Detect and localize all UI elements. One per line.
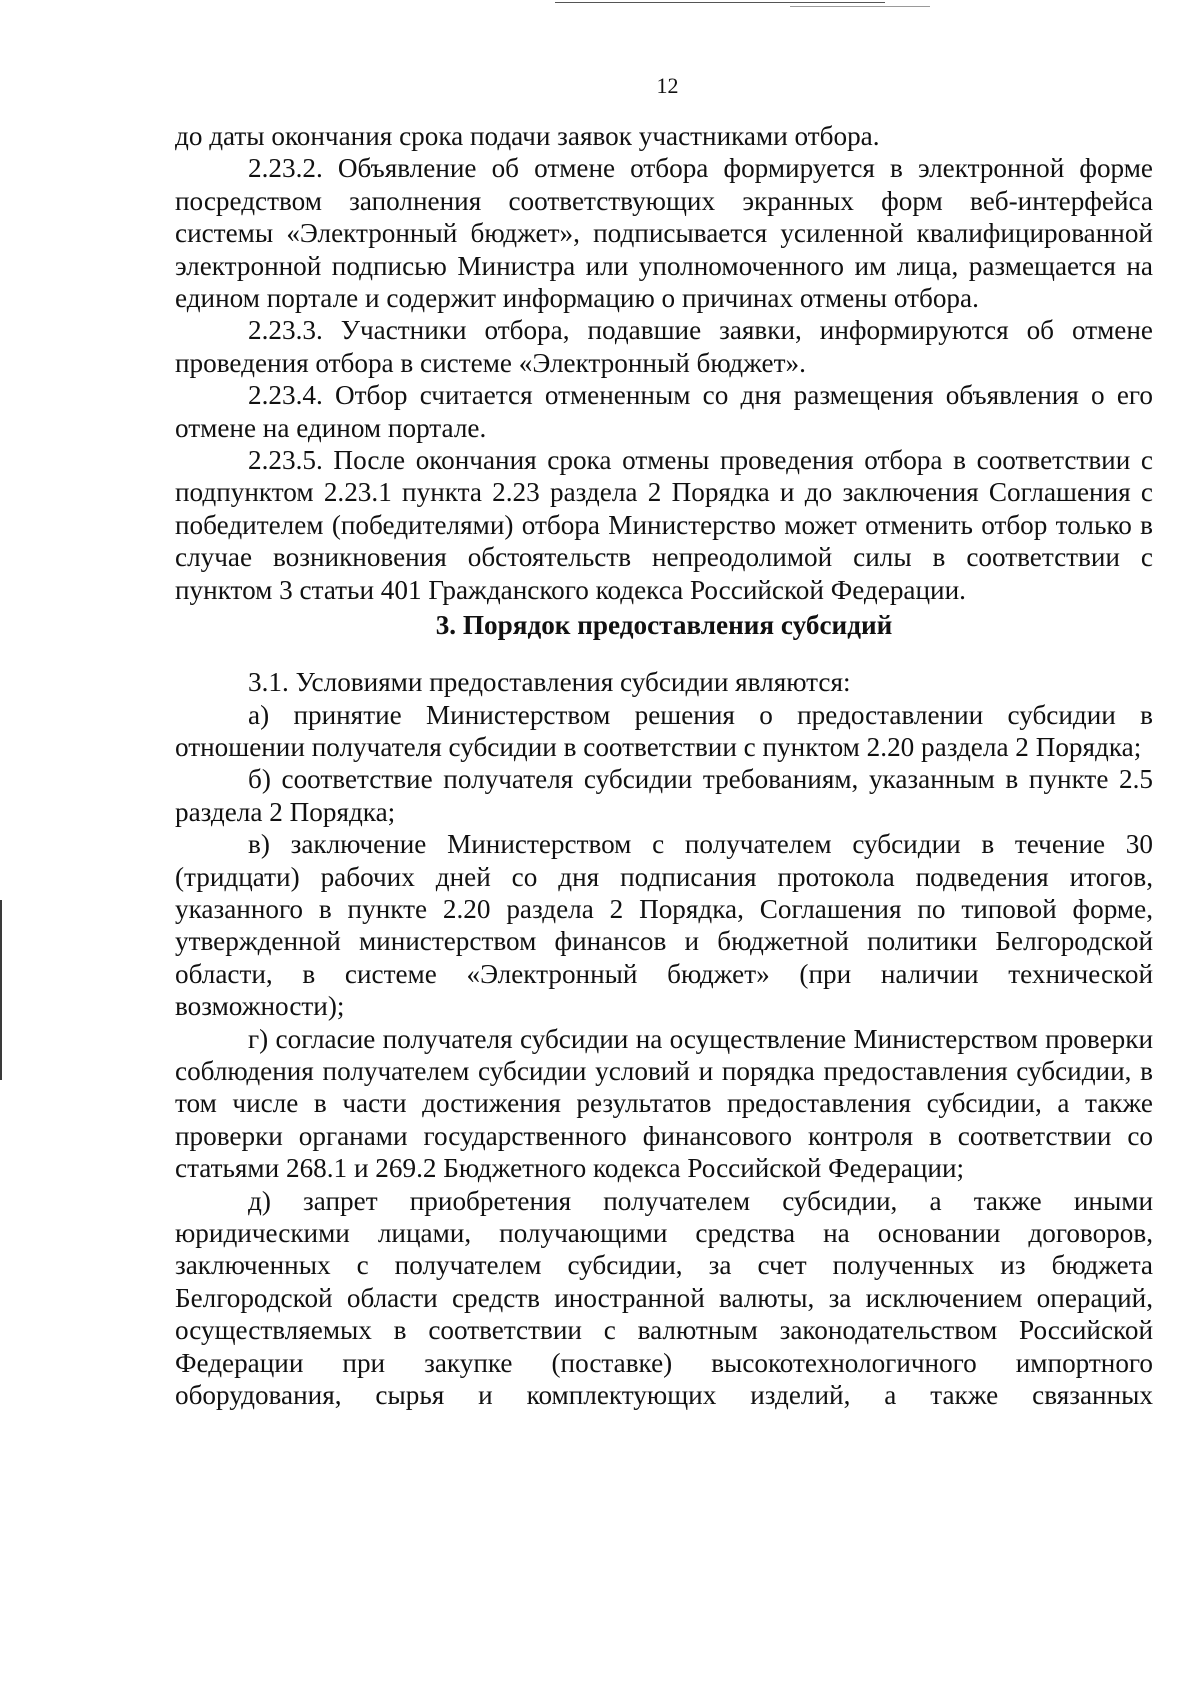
condition-g: г) согласие получателя субсидии на осуществление Министерством проверки соблюдения получателем субсидии условий и порядка предоставления субсидии, в том числе в части достижения результатов предоставления субсидии, а также проверки органами государственного финансового контроля в соответствии со статьями 268.1 и 269.2 Бюджетного кодекса Российской Федерации; — [175, 1023, 1153, 1184]
scan-edge-line — [555, 2, 885, 3]
document-body — [175, 120, 1153, 1411]
condition-a: а) принятие Министерством решения о предоставлении субсидии в отношении получателя субсидии в соответствии с пунктом 2.20 раздела 2 Порядка; — [175, 699, 1153, 762]
paragraph-3-1: 3.1. Условиями предоставления субсидии являются: — [248, 667, 851, 698]
scan-edge-line-secondary — [790, 6, 930, 7]
paragraph-2-23-2: 2.23.2. Объявление об отмене отбора формируется в электронной форме посредством заполнения соответствующих экранных форм веб-интерфейса системы «Электронный бюджет», подписывается усиленной квалифицированной электронной подписью Министра или уполномоченного им лица, размещается на едином портале и содержит информацию о причинах отмены отбора. — [175, 153, 1153, 314]
page-number: 12 — [656, 73, 679, 98]
condition-d: д) запрет приобретения получателем субсидии, а также иными юридическими лицами, получающими средства на основании договоров, заключенных с получателем субсидии, за счет полученных из бюджета Белгородской области средств иностранной валюты, за исключением операций, осуществляемых в соответствии с валютным законодательством Российской Федерации при закупке (поставке) высокотехнологичного импортного оборудования, сырья и комплектующих изделий, а также связанных — [175, 1185, 1153, 1411]
paragraph-2-23-4: 2.23.4. Отбор считается отмененным со дня размещения объявления о его отмене на едином портале. — [175, 380, 1153, 443]
condition-b: б) соответствие получателя субсидии требованиям, указанным в пункте 2.5 раздела 2 Порядка; — [175, 764, 1153, 827]
paragraph-continuation: до даты окончания срока подачи заявок участниками отбора. — [175, 121, 880, 151]
paragraph-2-23-3: 2.23.3. Участники отбора, подавшие заявки, информируются об отмене проведения отбора в системе «Электронный бюджет». — [175, 315, 1153, 378]
section-heading: 3. Порядок предоставления субсидий — [435, 610, 893, 641]
scan-margin-line — [0, 900, 2, 1080]
paragraph-2-23-5: 2.23.5. После окончания срока отмены проведения отбора в соответствии с подпунктом 2.23.1 пункта 2.23 раздела 2 Порядка и до заключения Соглашения с победителем (победителями) отбора Министерство может отменить отбор только в случае возникновения обстоятельств непреодолимой силы в соответствии с пунктом 3 статьи 401 Гражданского кодекса Российской Федерации. — [175, 445, 1153, 605]
condition-v: в) заключение Министерством с получателем субсидии в течение 30 (тридцати) рабочих дней со дня подписания протокола подведения итогов, указанного в пункте 2.20 раздела 2 Порядка, Соглашения по типовой форме, утвержденной министерством финансов и бюджетной политики Белгородской области, в системе «Электронный бюджет» (при наличии технической возможности); — [175, 829, 1153, 1022]
